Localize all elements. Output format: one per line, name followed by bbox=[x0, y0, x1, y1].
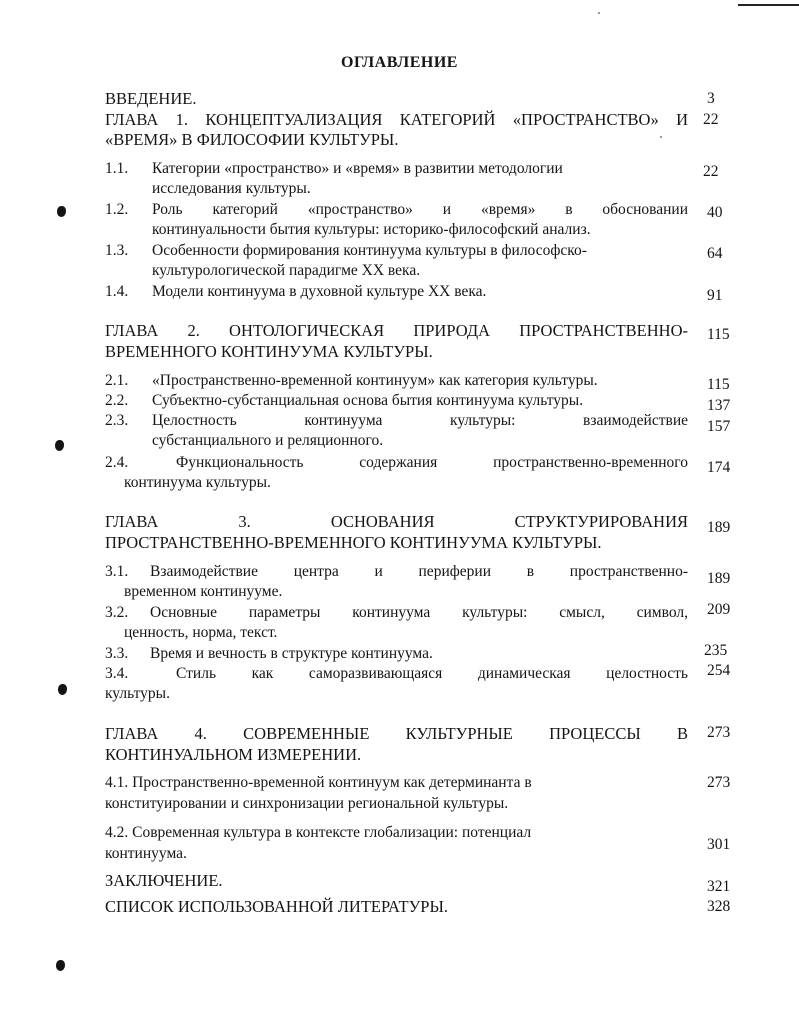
section-3-2-line-1: Основные параметры континуума культуры: смысл, символ, bbox=[150, 604, 688, 621]
section-1-1-number: 1.1. bbox=[105, 160, 129, 177]
section-2-3-number: 2.3. bbox=[105, 412, 129, 429]
section-1-4-page: 91 bbox=[707, 287, 723, 304]
section-4-1-number: 4.1. bbox=[105, 774, 129, 791]
section-1-1-page: 22 bbox=[703, 163, 719, 180]
section-1-1-line-1: Категории «пространство» и «время» в развитии методологии bbox=[152, 160, 563, 177]
section-1-2-line-1: Роль категорий «пространство» и «время» в обосновании bbox=[152, 201, 688, 218]
section-1-2-line-2: континуальности бытия культуры: историко-философский анализ. bbox=[152, 221, 591, 238]
scan-hole-mark bbox=[58, 684, 67, 695]
section-3-3-number: 3.3. bbox=[105, 645, 129, 662]
section-2-4-line-1: Функциональность содержания пространственно-временного bbox=[176, 454, 688, 471]
section-2-2-page: 137 bbox=[707, 397, 731, 414]
section-1-2-number: 1.2. bbox=[105, 201, 129, 218]
bibliography-page: 328 bbox=[707, 898, 731, 915]
scan-hole-mark bbox=[56, 960, 65, 971]
section-4-1-line-1 bbox=[105, 774, 532, 792]
section-3-1-page: 189 bbox=[707, 570, 731, 587]
section-2-2-line-1: Субъектно-субстанциальная основа бытия континуума культуры. bbox=[152, 392, 584, 409]
section-4-2-line-2: континуума. bbox=[105, 845, 187, 862]
section-3-2-number: 3.2. bbox=[105, 604, 129, 621]
intro-page: 3 bbox=[707, 90, 715, 107]
section-3-4-line-1: Стиль как саморазвивающаяся динамическая целостность bbox=[176, 665, 688, 682]
chapter-3-title-line-1: ГЛАВА 3. ОСНОВАНИЯ СТРУКТУРИРОВАНИЯ bbox=[105, 512, 688, 531]
section-4-2-text: Современная культура в контексте глобализации: потенциал bbox=[132, 824, 532, 841]
chapter-4-title-line-2: КОНТИНУАЛЬНОМ ИЗМЕРЕНИИ. bbox=[105, 745, 362, 764]
section-3-4-number: 3.4. bbox=[105, 665, 129, 682]
section-3-2-line-2: ценность, норма, текст. bbox=[124, 624, 278, 641]
intro-label: ВВЕДЕНИЕ. bbox=[105, 89, 197, 108]
section-2-1-number: 2.1. bbox=[105, 372, 129, 389]
scan-edge-mark bbox=[738, 4, 799, 6]
section-2-3-page: 157 bbox=[707, 418, 731, 435]
scan-speck bbox=[598, 12, 600, 14]
chapter-3-title-line-2: ПРОСТРАНСТВЕННО-ВРЕМЕННОГО КОНТИНУУМА КУЛЬТУРЫ. bbox=[105, 533, 602, 552]
chapter-1-title-line-2: «ВРЕМЯ» В ФИЛОСОФИИ КУЛЬТУРЫ. bbox=[105, 130, 399, 149]
section-3-1-line-2: временном континууме. bbox=[124, 583, 283, 600]
scan-hole-mark bbox=[55, 440, 64, 451]
chapter-4-page: 273 bbox=[707, 724, 731, 741]
section-2-1-page: 115 bbox=[707, 376, 730, 393]
section-1-3-page: 64 bbox=[707, 245, 723, 262]
chapter-4-title-line-1: ГЛАВА 4. СОВРЕМЕННЫЕ КУЛЬТУРНЫЕ ПРОЦЕССЫ В bbox=[105, 724, 688, 743]
section-1-3-number: 1.3. bbox=[105, 242, 129, 259]
section-4-2-line-1 bbox=[105, 824, 531, 842]
chapter-2-title-line-1: ГЛАВА 2. ОНТОЛОГИЧЕСКАЯ ПРИРОДА ПРОСТРАНСТВЕННО- bbox=[105, 321, 688, 340]
section-2-4-line-2: континуума культуры. bbox=[124, 474, 271, 491]
section-3-2-page: 209 bbox=[707, 601, 731, 618]
section-3-4-page: 254 bbox=[707, 662, 731, 679]
section-3-3-line-1: Время и вечность в структуре континуума. bbox=[150, 645, 433, 662]
section-1-3-line-2: культурологической парадигме XX века. bbox=[152, 262, 421, 279]
section-2-3-line-1: Целостность континуума культуры: взаимодействие bbox=[152, 412, 688, 429]
section-1-4-line-1: Модели континуума в духовной культуре XX века. bbox=[152, 283, 487, 300]
chapter-1-page: 22 bbox=[703, 111, 719, 128]
chapter-1-title-line-1: ГЛАВА 1. КОНЦЕПТУАЛИЗАЦИЯ КАТЕГОРИЙ «ПРОСТРАНСТВО» И bbox=[105, 110, 688, 129]
section-3-3-page: 235 bbox=[704, 642, 728, 659]
chapter-2-page: 115 bbox=[707, 326, 730, 343]
bibliography-label: СПИСОК ИСПОЛЬЗОВАННОЙ ЛИТЕРАТУРЫ. bbox=[105, 897, 448, 916]
section-1-1-line-2: исследования культуры. bbox=[152, 180, 311, 197]
chapter-2-title-line-2: ВРЕМЕННОГО КОНТИНУУМА КУЛЬТУРЫ. bbox=[105, 342, 433, 361]
section-4-1-line-2: конституировании и синхронизации региональной культуры. bbox=[105, 795, 509, 812]
section-3-1-number: 3.1. bbox=[105, 563, 129, 580]
section-2-1-line-1: «Пространственно-временной континуум» как категория культуры. bbox=[152, 372, 598, 389]
section-1-3-line-1: Особенности формирования континуума культуры в философско- bbox=[152, 242, 587, 259]
scan-hole-mark bbox=[57, 206, 66, 217]
conclusion-page: 321 bbox=[707, 878, 731, 895]
section-2-4-page: 174 bbox=[707, 459, 731, 476]
chapter-3-page: 189 bbox=[707, 519, 731, 536]
section-4-2-page: 301 bbox=[707, 836, 731, 853]
section-3-4-line-2: культуры. bbox=[105, 685, 170, 702]
page-title: ОГЛАВЛЕНИЕ bbox=[341, 54, 458, 71]
section-4-1-text: Пространственно-временной континуум как детерминанта в bbox=[132, 774, 532, 791]
conclusion-label: ЗАКЛЮЧЕНИЕ. bbox=[105, 871, 223, 890]
section-1-4-number: 1.4. bbox=[105, 283, 129, 300]
section-1-2-page: 40 bbox=[707, 204, 723, 221]
section-2-2-number: 2.2. bbox=[105, 392, 129, 409]
scan-speck bbox=[660, 136, 662, 138]
section-2-4-number: 2.4. bbox=[105, 454, 129, 471]
section-2-3-line-2: субстанциального и реляционного. bbox=[152, 432, 384, 449]
section-3-1-line-1: Взаимодействие центра и периферии в пространственно- bbox=[150, 563, 688, 580]
section-4-2-number: 4.2. bbox=[105, 824, 129, 841]
section-4-1-page: 273 bbox=[707, 774, 731, 791]
